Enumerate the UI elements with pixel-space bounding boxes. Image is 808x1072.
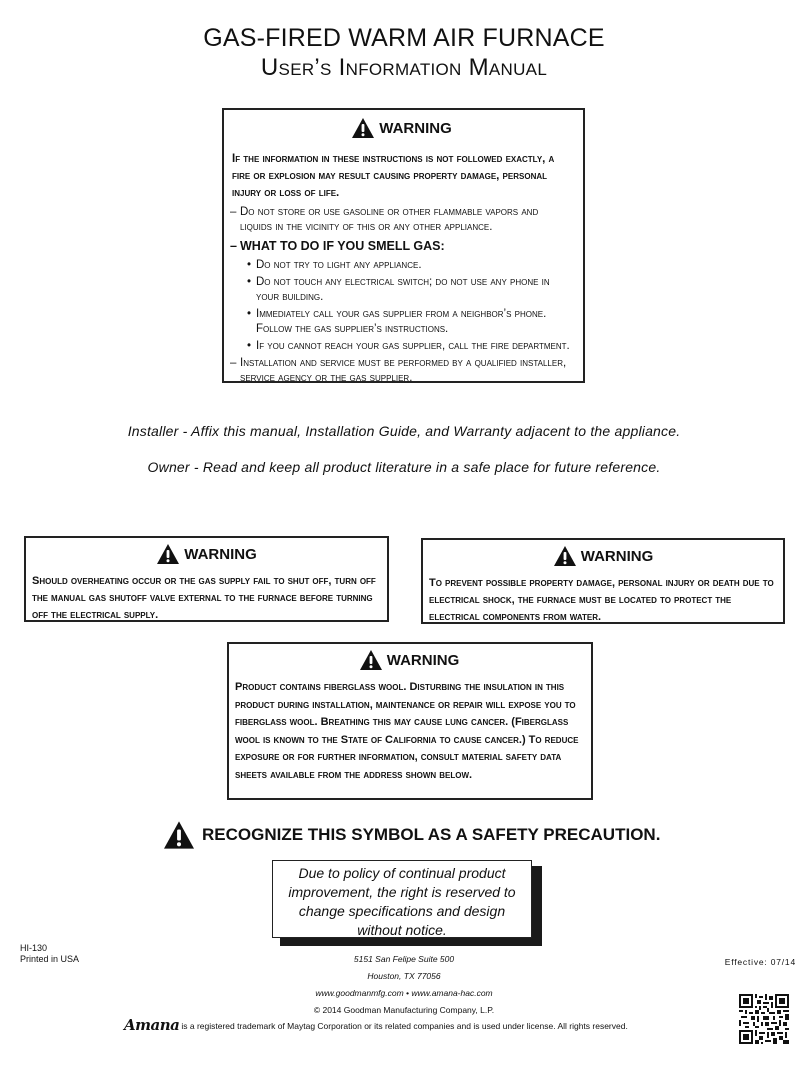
gas-bullet: • Immediately call your gas supplier from a neighbor’s phone. Follow the gas supplier’s instructions. xyxy=(247,308,547,335)
smell-gas-heading: – WHAT TO DO IF YOU SMELL GAS: xyxy=(230,239,445,253)
overheating-warning-box xyxy=(24,536,389,622)
overheating-warning-heading: WARNING xyxy=(32,543,381,565)
owner-note: Owner - Read and keep all product literature in a safe place for future reference. xyxy=(147,459,661,475)
warning-triangle-icon xyxy=(162,820,196,850)
main-warning-box xyxy=(222,108,585,383)
document-subtitle: User’s Information Manual xyxy=(260,54,548,81)
installer-note: Installer - Affix this manual, Installation Guide, and Warranty adjacent to the appliance. xyxy=(127,423,681,439)
trademark-line xyxy=(124,1018,684,1032)
websites: www.goodmanmfg.com • www.amana-hac.com xyxy=(315,988,493,998)
gas-bullet: • If you cannot reach your gas supplier, call the fire department. xyxy=(247,340,570,352)
overheating-warning-text: Should overheating occur or the gas supply fail to shut off, turn off the manual gas shutoff valve external to the furnace before turning off the electrical supply. xyxy=(32,575,376,621)
gas-bullet: • Do not try to light any appliance. xyxy=(247,259,422,271)
fiberglass-warning-box xyxy=(227,642,593,800)
main-warning-item-storage: – Do not store or use gasoline or other flammable vapors and liquids in the vicinity of this or any other appliance. xyxy=(230,206,539,233)
safety-symbol-notice: RECOGNIZE THIS SYMBOL AS A SAFETY PRECAUTION. xyxy=(162,820,682,850)
water-warning-heading: WARNING xyxy=(429,545,777,567)
copyright: © 2014 Goodman Manufacturing Company, L.P. xyxy=(313,1005,495,1015)
main-warning-heading: WARNING xyxy=(230,117,573,139)
document-code: HI-130 xyxy=(20,943,48,953)
policy-text: Due to policy of continual product improvement, the right is reserved to change specifications and design without notice. xyxy=(272,860,532,938)
main-warning-item-installation: – Installation and service must be performed by a qualified installer, service agency or the gas supplier. xyxy=(230,357,567,384)
warning-triangle-icon xyxy=(351,117,375,139)
water-warning-box xyxy=(421,538,785,624)
amana-logo: Amana xyxy=(124,1016,180,1034)
address-line-2: Houston, TX 77056 xyxy=(367,971,441,981)
fiberglass-warning-text: Product contains fiberglass wool. Disturbing the insulation in this product during installation, maintenance or repair will expose you to fiberglass wool. Breathing this may cause lung cancer. (Fiberglass wool is known to the State of California to cause cancer.) To reduce exposure or for further information, consult material safety data sheets available from the address shown below. xyxy=(235,681,579,781)
main-warning-intro: If the information in these instructions is not followed exactly, a fire or explosion may result causing property damage, personal injury or loss of life. xyxy=(232,153,555,199)
trademark-text: is a registered trademark of Maytag Corporation or its related companies and is used under license. All rights reserved. xyxy=(181,1021,628,1031)
warning-triangle-icon xyxy=(156,543,180,565)
qr-code xyxy=(739,994,789,1044)
printed-in: Printed in USA xyxy=(20,954,80,964)
fiberglass-warning-heading: WARNING xyxy=(235,649,583,671)
address-line-1: 5151 San Felipe Suite 500 xyxy=(353,954,455,964)
water-warning-text: To prevent possible property damage, personal injury or death due to electrical shock, the furnace must be located to protect the electrical components from water. xyxy=(429,577,774,623)
effective-date: Effective: 07/14 xyxy=(724,957,796,967)
document-title: GAS-FIRED WARM AIR FURNACE xyxy=(203,24,605,52)
gas-bullet: • Do not touch any electrical switch; do not use any phone in your building. xyxy=(247,276,550,303)
policy-notice xyxy=(272,860,542,946)
warning-triangle-icon xyxy=(359,649,383,671)
warning-triangle-icon xyxy=(553,545,577,567)
